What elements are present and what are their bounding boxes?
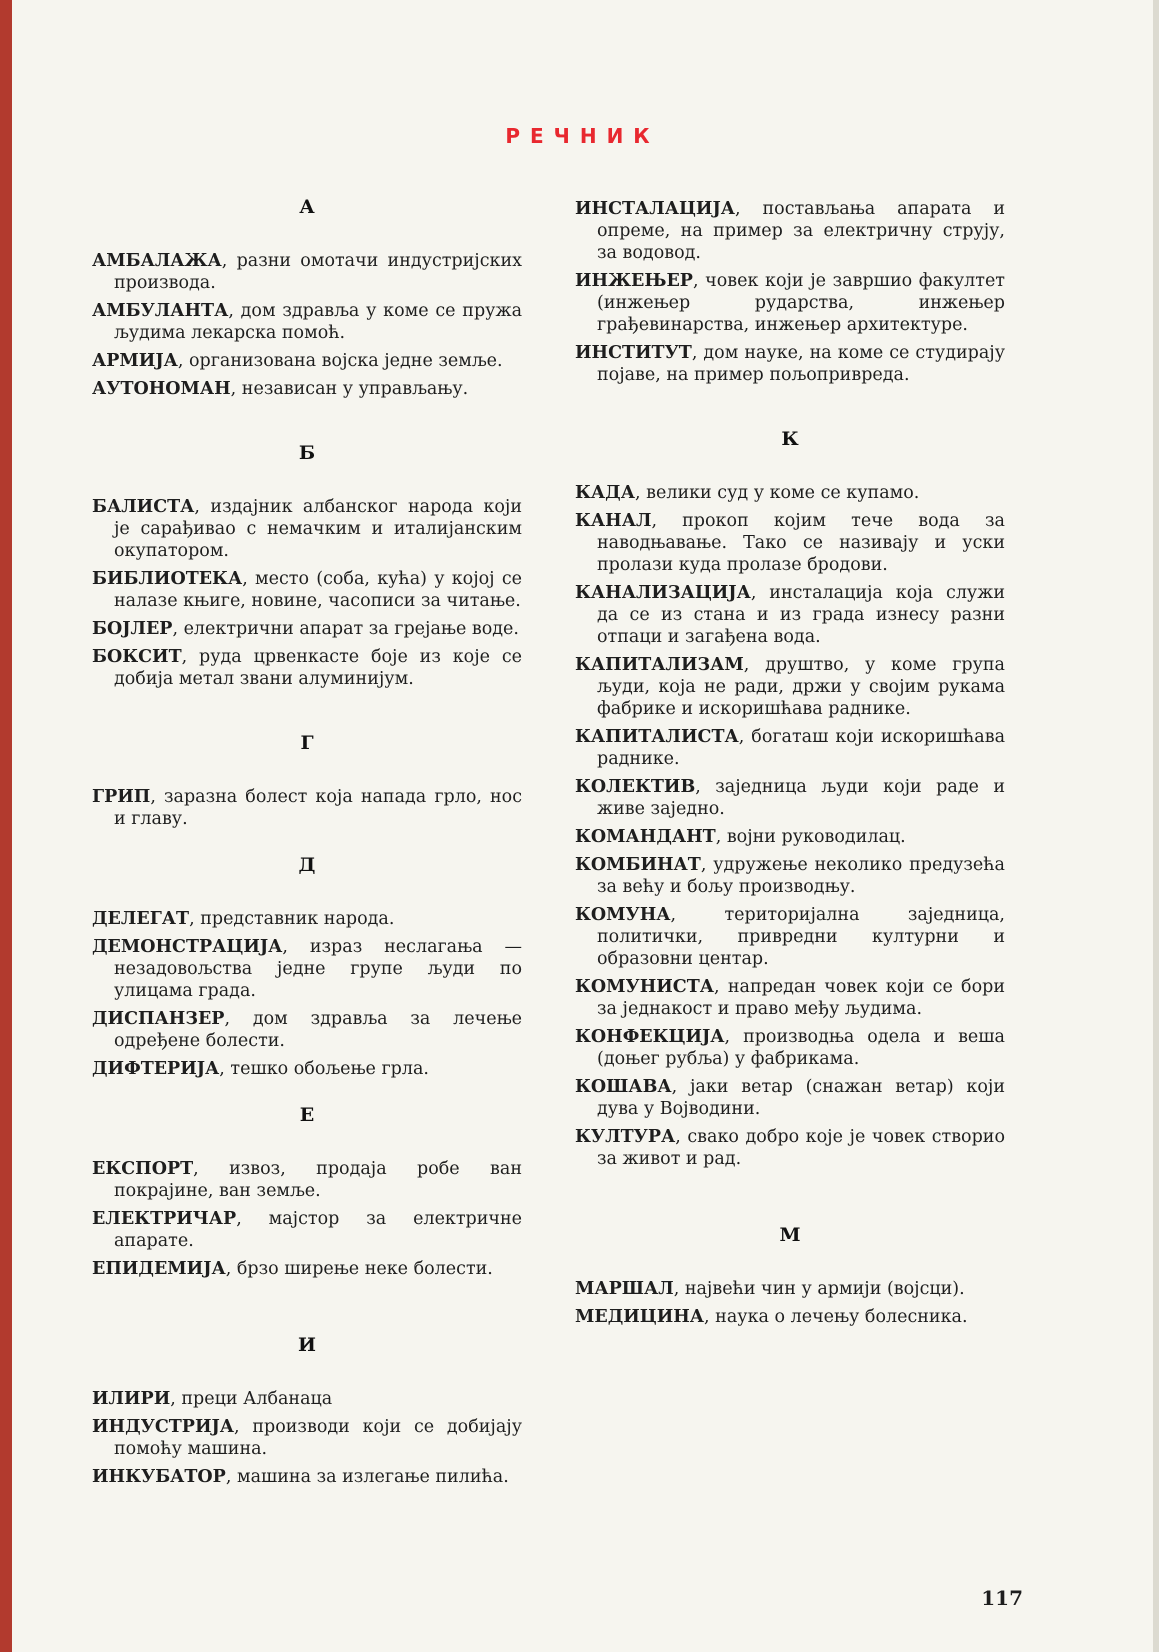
dictionary-entry: КОМБИНАТ, удружење неколико предузећа за већу и бољу производњу. — [575, 855, 1005, 897]
dictionary-entry: АМБУЛАНТА, дом здравља у коме се пружа људима лекарска помоћ. — [92, 301, 522, 343]
dictionary-entry: ИНСТАЛАЦИЈА, постављања апарата и опреме, на пример за електричну струју, за водовод. — [575, 199, 1005, 263]
dictionary-entry: МАРШАЛ, највећи чин у армији (војсци). — [575, 1279, 965, 1299]
dictionary-entry: ЕЛЕКТРИЧАР, мајстор за електричне апарате. — [92, 1209, 522, 1251]
dictionary-entry: АРМИЈА, организована војска једне земље. — [92, 351, 503, 371]
section-letter: Е — [299, 1104, 315, 1126]
dictionary-entry: КАПИТАЛИЗАМ, друштво, у коме група људи, која не ради, држи у својим рукама фабрике и искоришћава раднике. — [575, 655, 1005, 719]
dictionary-entry: ИНЖЕЊЕР, човек који је завршио факултет (инжењер рударства, инжењер грађевинарства, инжењер архитектуре. — [575, 271, 1005, 335]
section-letter: И — [298, 1334, 316, 1356]
dictionary-entry: КАНАЛИЗАЦИЈА, инсталација која служи да се из стана и из града изнесу разни отпаци и загађена вода. — [575, 583, 1005, 647]
dictionary-entry: КАПИТАЛИСТА, богаташ који искоришћава раднике. — [575, 727, 1005, 769]
dictionary-entry: КОШАВА, јаки ветар (снажан ветар) који дува у Војводини. — [575, 1077, 1005, 1119]
page-number: 117 — [981, 1586, 1023, 1610]
dictionary-entry: ИНСТИТУТ, дом науке, на коме се студирају појаве, на пример пољопривреда. — [575, 343, 1005, 385]
dictionary-entry: ДИСПАНЗЕР, дом здравља за лечење одређене болести. — [92, 1009, 522, 1051]
dictionary-entry: МЕДИЦИНА, наука о лечењу болесника. — [575, 1307, 968, 1327]
dictionary-entry: ДИФТЕРИЈА, тешко обољење грла. — [92, 1059, 429, 1079]
section-m — [575, 1224, 1005, 1328]
dictionary-entry: ДЕМОНСТРАЦИЈА, израз неслагања — незадовољства једне групе људи по улицама града. — [92, 937, 522, 1001]
dictionary-entry: БИБЛИОТЕКА, место (соба, кућа) у којој се налазе књиге, новине, часописи за читање. — [92, 569, 522, 611]
section-g — [92, 732, 522, 830]
section-i-continued — [575, 198, 1005, 386]
dictionary-entry: ИЛИРИ, преци Албанаца — [92, 1389, 333, 1409]
right-column — [575, 198, 1005, 1334]
section-letter: А — [299, 196, 315, 218]
section-letter: М — [779, 1224, 801, 1246]
section-a — [92, 196, 522, 400]
left-column — [92, 196, 522, 1494]
dictionary-entry: КОНФЕКЦИЈА, производња одела и веша (доњег рубља) у фабрикама. — [575, 1027, 1005, 1069]
dictionary-entry: БАЛИСТА, издајник албанског народа који је сарађивао с немачким и италијанским окупатором. — [92, 497, 522, 561]
dictionary-entry: ЕПИДЕМИЈА, брзо ширење неке болести. — [92, 1259, 493, 1279]
dictionary-entry: КАНАЛ, прокоп којим тече вода за наводњавање. Тако се називају и уски пролази куда пролазе бродови. — [575, 511, 1005, 575]
dictionary-entry: ГРИП, заразна болест која напада грло, нос и главу. — [92, 787, 522, 829]
dictionary-entry: ДЕЛЕГАТ, представник народа. — [92, 909, 395, 929]
dictionary-entry: ИНДУСТРИЈА, производи који се добијају помоћу машина. — [92, 1417, 522, 1459]
section-k — [575, 428, 1005, 1170]
section-letter: Д — [298, 854, 316, 876]
section-letter: К — [781, 428, 799, 450]
dictionary-entry: АУТОНОМАН, независан у управљању. — [92, 379, 469, 399]
section-d — [92, 854, 522, 1080]
section-letter: Б — [298, 442, 316, 464]
section-b — [92, 442, 522, 690]
section-e — [92, 1104, 522, 1280]
section-i — [92, 1334, 522, 1488]
page-title: РЕЧНИК — [505, 124, 660, 148]
dictionary-entry: ИНКУБАТОР, машина за излегање пилића. — [92, 1467, 509, 1487]
section-letter: Г — [300, 732, 314, 754]
dictionary-entry: КОЛЕКТИВ, заједница људи који раде и живе заједно. — [575, 777, 1005, 819]
dictionary-entry: КАДА, велики суд у коме се купамо. — [575, 483, 920, 503]
dictionary-entry: КОМУНИСТА, напредан човек који се бори за једнакост и право међу људима. — [575, 977, 1005, 1019]
dictionary-entry: ЕКСПОРТ, извоз, продаја робе ван покрајине, ван земље. — [92, 1159, 522, 1201]
dictionary-entry: БОЈЛЕР, електрични апарат за грејање воде. — [92, 619, 519, 639]
dictionary-entry: БОКСИТ, руда црвенкасте боје из које се добија метал звани алуминијум. — [92, 647, 522, 689]
dictionary-entry: КОМУНА, територијална заједница, политички, привредни културни и образовни центар. — [575, 905, 1005, 969]
dictionary-entry: КОМАНДАНТ, војни руководилац. — [575, 827, 906, 847]
dictionary-entry: АМБАЛАЖА, разни омотачи индустријских производа. — [92, 251, 522, 293]
dictionary-entry: КУЛТУРА, свако добро које је човек створио за живот и рад. — [575, 1127, 1005, 1169]
